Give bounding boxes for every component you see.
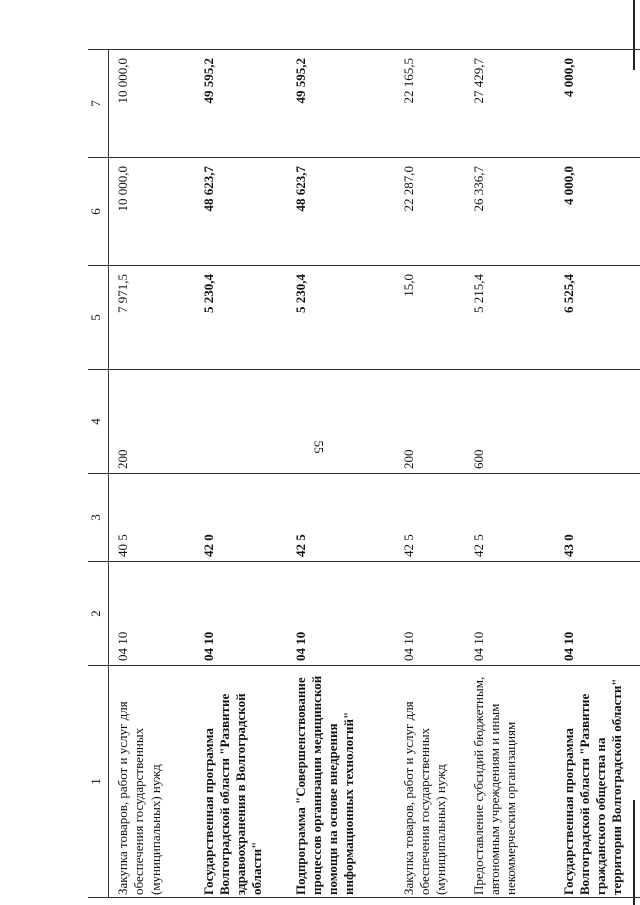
row-expense-type: 200 (395, 370, 465, 474)
row-value-col7: 49 595,2 (287, 50, 395, 158)
row-expense-type: 200 (109, 370, 195, 474)
row-value-col6: 48 623,7 (195, 158, 287, 266)
row-value-col7: 27 429,7 (465, 50, 555, 158)
row-section-code: 04 10 (195, 562, 287, 666)
row-description: Предоставление субсидий бюджетным, автономным учреждениям и иным некоммерческим организациям (465, 666, 555, 898)
row-program-code: 42 5 (287, 474, 395, 562)
row-section-code: 04 10 (109, 562, 195, 666)
row-section-code: 04 10 (395, 562, 465, 666)
row-program-code: 42 5 (395, 474, 465, 562)
row-program-code: 42 5 (465, 474, 555, 562)
table-row (287, 50, 395, 898)
row-section-code: 04 10 (465, 562, 555, 666)
row-description: Подпрограмма "Совершенствование процессов организации медицинской помощи на основе внедрения информационных технологий" (287, 666, 395, 898)
table-header-row (88, 50, 109, 898)
col-header-3: 3 (88, 474, 109, 562)
row-value-col6: 48 623,7 (287, 158, 395, 266)
row-program-code: 42 0 (195, 474, 287, 562)
row-section-code: 04 10 (555, 562, 640, 666)
row-description: Государственная программа Волгоградской области "Развитие гражданского общества на территории Волгоградской области" (555, 666, 640, 898)
row-value-col5: 7 971,5 (109, 266, 195, 370)
row-program-code: 40 5 (109, 474, 195, 562)
row-value-col6: 4 000,0 (555, 158, 640, 266)
budget-table (88, 49, 640, 898)
table-row (195, 50, 287, 898)
row-value-col5: 5 230,4 (195, 266, 287, 370)
row-description: Государственная программа Волгоградской области "Развитие здравоохранения в Волгоградской области" (195, 666, 287, 898)
col-header-7: 7 (88, 50, 109, 158)
row-value-col7: 22 165,5 (395, 50, 465, 158)
table-row (465, 50, 555, 898)
col-header-1: 1 (88, 666, 109, 898)
row-value-col6: 26 336,7 (465, 158, 555, 266)
row-program-code: 43 0 (555, 474, 640, 562)
row-description: Закупка товаров, работ и услуг для обеспечения государственных (муниципальных) нужд (109, 666, 195, 898)
row-value-col5: 5 215,4 (465, 266, 555, 370)
row-expense-type (195, 370, 287, 474)
table-body (109, 50, 640, 898)
col-header-5: 5 (88, 266, 109, 370)
table-row (555, 50, 640, 898)
rotated-table-wrapper (88, 50, 628, 898)
page-number: 55 (311, 440, 327, 454)
row-value-col6: 22 287,0 (395, 158, 465, 266)
row-value-col7: 49 595,2 (195, 50, 287, 158)
row-value-col7: 10 000,0 (109, 50, 195, 158)
row-expense-type (555, 370, 640, 474)
row-expense-type: 600 (465, 370, 555, 474)
row-expense-type (287, 370, 395, 474)
row-value-col5: 6 525,4 (555, 266, 640, 370)
row-section-code: 04 10 (287, 562, 395, 666)
row-value-col5: 15,0 (395, 266, 465, 370)
row-value-col6: 10 000,0 (109, 158, 195, 266)
row-value-col7: 4 000,0 (555, 50, 640, 158)
row-description: Закупка товаров, работ и услуг для обеспечения государственных (муниципальных) нужд (395, 666, 465, 898)
table-row (109, 50, 195, 898)
col-header-2: 2 (88, 562, 109, 666)
row-value-col5: 5 230,4 (287, 266, 395, 370)
table-row (395, 50, 465, 898)
col-header-6: 6 (88, 158, 109, 266)
col-header-4: 4 (88, 370, 109, 474)
